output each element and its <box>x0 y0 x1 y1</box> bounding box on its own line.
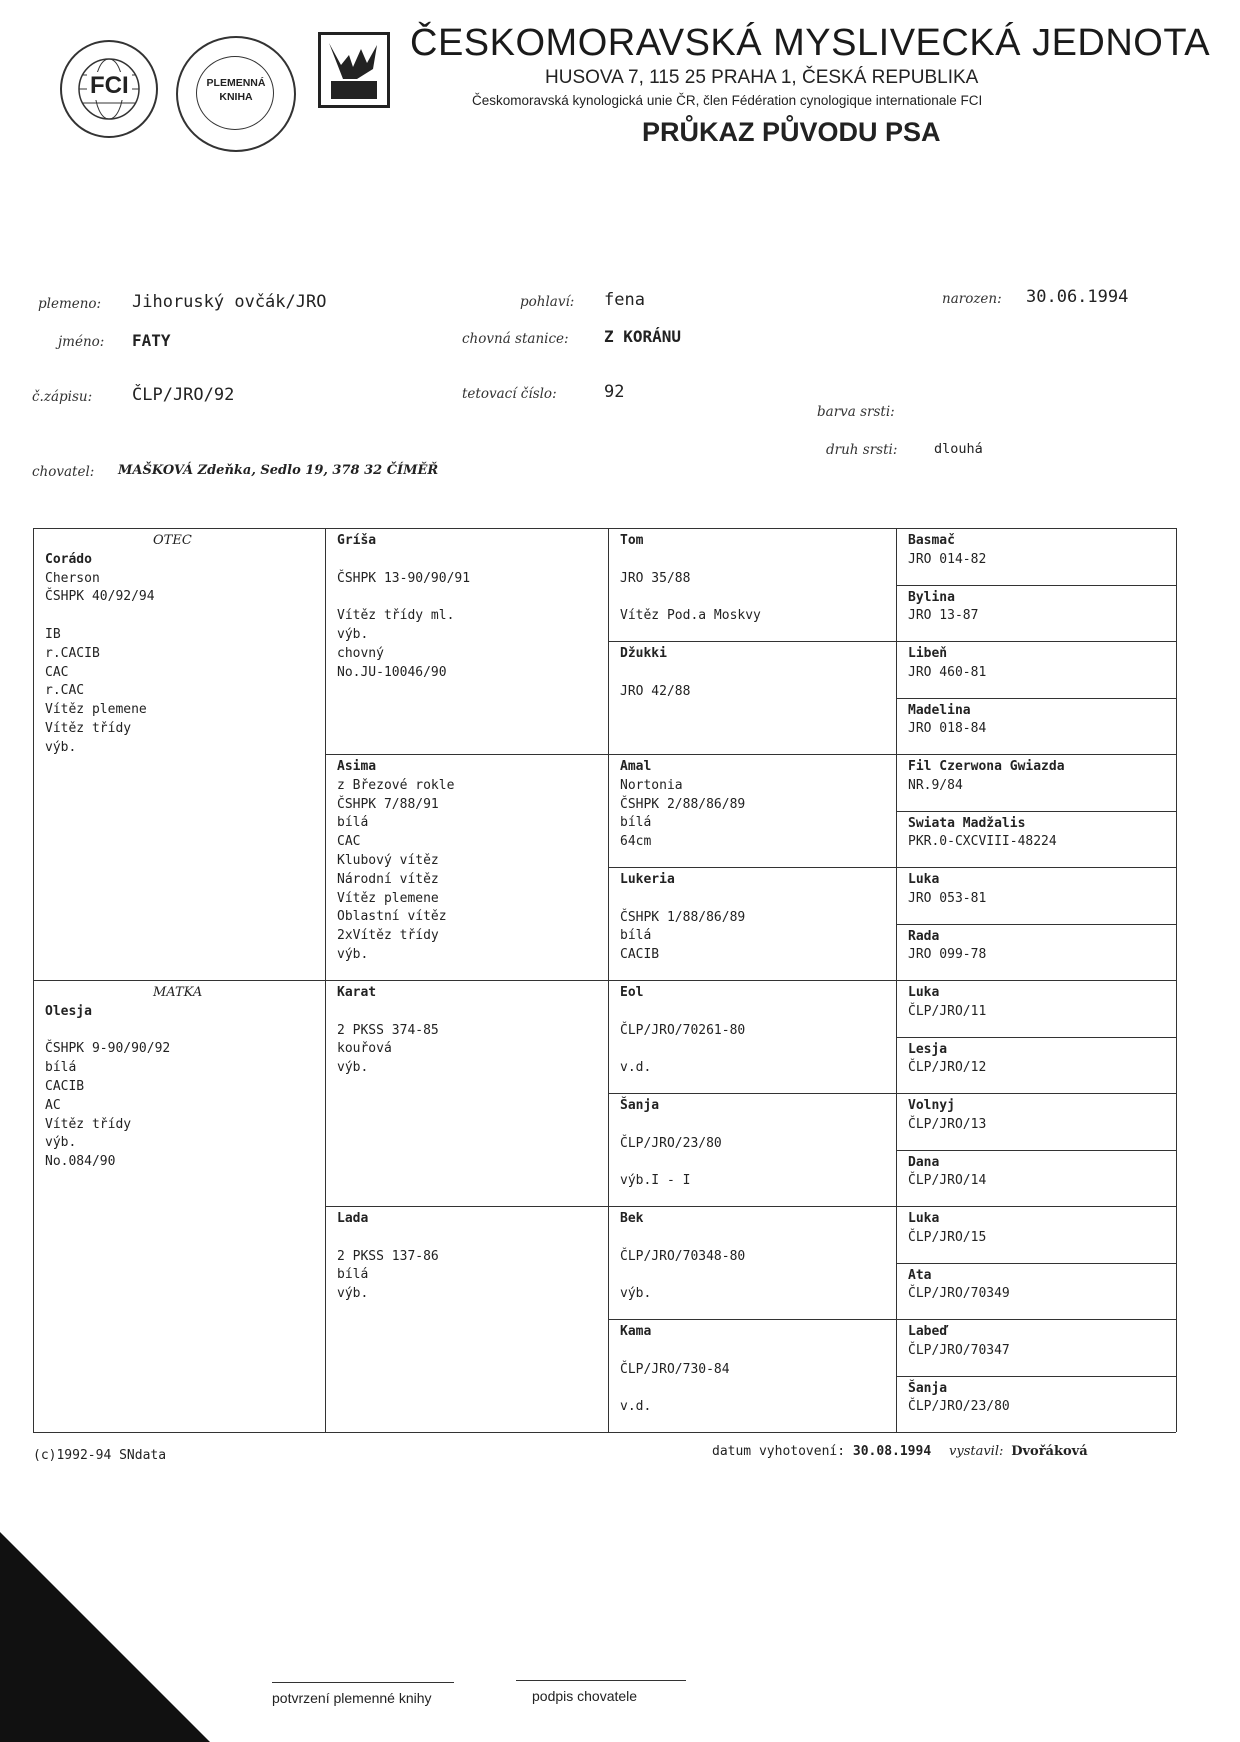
ancestor-detail-line: bílá <box>337 1267 369 1283</box>
ancestor-detail-line: r.CACIB <box>45 645 100 661</box>
row-divider <box>325 980 608 981</box>
parent-heading: MATKA <box>153 985 203 1000</box>
ancestor-name: Bylina <box>908 589 955 605</box>
ancestor-name: Fil Czerwona Gwiazda <box>908 759 1065 774</box>
ancestor-detail-line: JRO 42/88 <box>620 683 691 699</box>
ancestor-detail-line: výb. <box>620 1286 652 1302</box>
ancestor-detail-line <box>45 1022 325 1041</box>
ancestor-detail-line: ČSHPK 13-90/90/91 <box>337 570 471 586</box>
ancestor-detail-line: bílá <box>45 1060 77 1076</box>
document-title: PRŮKAZ PŮVODU PSA <box>642 117 941 147</box>
row-divider <box>896 698 1176 699</box>
ancestor-detail-line: ČSHPK 2/88/86/89 <box>620 796 746 812</box>
row-divider <box>608 1093 896 1094</box>
ancestor-name: Tom <box>620 533 644 548</box>
ancestor-detail-line: ČLP/JRO/12 <box>908 1060 987 1076</box>
ancestor-detail-line: PKR.0-CXCVIII-48224 <box>908 834 1057 850</box>
ancestor-detail-line: ČLP/JRO/15 <box>908 1229 987 1245</box>
great-great-grandparent-cell <box>896 867 1176 924</box>
studbook-signature-line <box>272 1682 454 1683</box>
ancestor-detail-line: v.d. <box>620 1399 652 1415</box>
ancestor-detail-line <box>620 588 896 607</box>
ancestor-name: Swiata Madžalis <box>908 815 1026 831</box>
ancestor-detail-line <box>620 1229 896 1248</box>
row-divider <box>608 980 896 981</box>
sex-value: fena <box>604 290 645 310</box>
ancestor-detail-line <box>337 588 608 607</box>
tattoo-value: 92 <box>604 382 625 402</box>
ancestor-detail-line: CACIB <box>45 1078 85 1094</box>
ancestor-detail-line: výb. <box>45 1135 77 1151</box>
ancestor-detail-line <box>620 890 896 909</box>
great-grandparent-cell <box>608 867 896 980</box>
great-great-grandparent-cell <box>896 1037 1176 1094</box>
ancestor-detail-line: Cherson <box>45 570 100 586</box>
date-label: datum vyhotovení: <box>712 1444 846 1459</box>
stamp-center-text: PLEMENNÁ KNIHA <box>206 77 266 103</box>
ancestor-detail-line: Vítěz třídy <box>45 1116 132 1132</box>
row-divider <box>325 754 608 755</box>
ancestor-detail-line <box>620 1003 896 1022</box>
great-great-grandparent-cell <box>896 1206 1176 1263</box>
fci-logo-text: FCI <box>87 72 132 100</box>
ancestor-detail-line: r.CAC <box>45 683 85 699</box>
ancestor-name: Corádo <box>45 551 92 567</box>
great-great-grandparent-cell <box>896 811 1176 868</box>
row-divider <box>896 1319 1176 1320</box>
ancestor-detail-line: JRO 014-82 <box>908 551 987 567</box>
ancestor-detail-line: ČLP/JRO/70347 <box>908 1342 1010 1358</box>
row-divider <box>33 980 325 981</box>
row-divider <box>896 1206 1176 1207</box>
color-label: barva srsti: <box>817 404 895 420</box>
row-divider <box>896 1376 1176 1377</box>
ancestor-detail-line: bílá <box>620 928 652 944</box>
ancestor-detail-line: CACIB <box>620 947 660 963</box>
great-grandparent-cell <box>608 980 896 1093</box>
sex-label: pohlaví: <box>520 294 575 310</box>
issue-info <box>712 1444 1088 1459</box>
ancestor-detail-line: ČLP/JRO/23/80 <box>620 1135 722 1151</box>
ancestor-detail-line: výb. <box>337 1286 369 1302</box>
row-divider <box>896 924 1176 925</box>
breed-value: Jihoruský ovčák/JRO <box>132 292 327 312</box>
breed-label: plemeno: <box>38 296 102 312</box>
ancestor-name: Šanja <box>620 1098 660 1113</box>
ancestor-detail-line: ČSHPK 1/88/86/89 <box>620 909 746 925</box>
reg-value: ČLP/JRO/92 <box>132 385 235 405</box>
row-divider <box>608 1206 896 1207</box>
ancestor-name: Luka <box>908 872 940 887</box>
great-great-grandparent-cell <box>896 754 1176 811</box>
ancestor-name: Basmač <box>908 533 955 548</box>
ancestor-detail-line: JRO 13-87 <box>908 608 979 624</box>
ancestor-detail-line: Klubový vítěz <box>337 852 439 868</box>
ancestor-name: Olesja <box>45 1003 92 1019</box>
studbook-signature-label: potvrzení plemenné knihy <box>272 1690 432 1706</box>
ancestor-name: Luka <box>908 985 940 1000</box>
owner-signature-label: podpis chovatele <box>532 1688 638 1704</box>
mother-cell <box>33 980 325 1432</box>
ancestor-name: Libeň <box>908 646 948 661</box>
parent-heading: OTEC <box>153 533 192 548</box>
ancestor-detail-line <box>620 1116 896 1135</box>
ancestor-name: Kama <box>620 1324 652 1339</box>
ancestor-name: Lada <box>337 1211 369 1226</box>
column-divider <box>1176 528 1177 1432</box>
ancestor-detail-line: AC <box>45 1097 61 1113</box>
great-great-grandparent-cell <box>896 1150 1176 1207</box>
great-grandparent-cell <box>608 641 896 754</box>
grandparent-cell <box>325 754 608 980</box>
ancestor-detail-line: Vítěz třídy ml. <box>337 608 455 624</box>
born-value: 30.06.1994 <box>1026 287 1129 307</box>
tattoo-label: tetovací číslo: <box>462 386 557 402</box>
row-divider <box>896 1150 1176 1151</box>
ancestor-detail-line: JRO 018-84 <box>908 721 987 737</box>
ancestor-detail-line: JRO 460-81 <box>908 664 987 680</box>
ancestor-detail-line <box>620 1379 896 1398</box>
great-great-grandparent-cell <box>896 641 1176 698</box>
row-divider <box>896 641 1176 642</box>
row-divider <box>896 585 1176 586</box>
ancestor-detail-line: chovný <box>337 645 384 661</box>
ancestor-detail-line: Vítěz plemene <box>45 702 147 718</box>
ancestor-name: Šanja <box>908 1380 948 1396</box>
studbook-stamp <box>176 36 296 152</box>
ancestor-detail-line: No.JU-10046/90 <box>337 664 447 680</box>
great-grandparent-cell <box>608 1206 896 1319</box>
ancestor-name: Amal <box>620 759 652 774</box>
copyright: (c)1992-94 SNdata <box>33 1448 167 1463</box>
ancestor-detail-line: Vítěz Pod.a Moskvy <box>620 608 761 624</box>
ancestor-detail-line <box>620 1342 896 1361</box>
great-great-grandparent-cell <box>896 924 1176 981</box>
great-great-grandparent-cell <box>896 1376 1176 1433</box>
ancestor-detail-line: výb. <box>337 626 369 642</box>
ancestor-detail-line: ČLP/JRO/11 <box>908 1003 987 1019</box>
column-divider <box>33 528 34 1432</box>
ancestor-detail-line: ČSHPK 40/92/94 <box>45 589 155 605</box>
ancestor-detail-line: ČLP/JRO/70348-80 <box>620 1248 746 1264</box>
kennel-label: chovná stanice: <box>462 331 569 347</box>
ancestor-detail-line <box>620 664 896 683</box>
ancestor-detail-line: výb.I - I <box>620 1173 691 1189</box>
ancestor-name: Gríša <box>337 533 377 548</box>
issued-label: vystavil: <box>949 1444 1004 1459</box>
great-great-grandparent-cell <box>896 1093 1176 1150</box>
ancestor-detail-line <box>45 607 325 626</box>
row-divider <box>896 754 1176 755</box>
ancestor-detail-line <box>620 1153 896 1172</box>
row-divider <box>608 641 896 642</box>
born-label: narozen: <box>942 291 1002 307</box>
ancestor-detail-line: Nortonia <box>620 777 683 793</box>
row-divider <box>608 1319 896 1320</box>
grandparent-cell <box>325 528 608 754</box>
ancestor-name: Džukki <box>620 646 667 661</box>
column-divider <box>325 528 326 1432</box>
ancestor-detail-line: výb. <box>45 739 77 755</box>
great-grandparent-cell <box>608 1093 896 1206</box>
ancestor-name: Volnyj <box>908 1098 955 1113</box>
row-divider <box>896 1037 1176 1038</box>
ancestor-detail-line <box>337 1229 608 1248</box>
ancestor-detail-line: v.d. <box>620 1060 652 1076</box>
ancestor-detail-line: ČSHPK 7/88/91 <box>337 796 439 812</box>
ancestor-detail-line: 2 PKSS 374-85 <box>337 1022 439 1038</box>
ancestor-detail-line: bílá <box>620 815 652 831</box>
great-great-grandparent-cell <box>896 585 1176 642</box>
ancestor-name: Labeď <box>908 1324 948 1339</box>
ancestor-detail-line: ČSHPK 9-90/90/92 <box>45 1041 171 1057</box>
row-divider <box>608 867 896 868</box>
kennel-value: Z KORÁNU <box>604 327 682 346</box>
ancestor-detail-line <box>620 551 896 570</box>
ancestor-name: Asima <box>337 759 377 774</box>
ancestor-detail-line: Vítěz třídy <box>45 720 132 736</box>
name-value: FATY <box>132 331 171 350</box>
great-great-grandparent-cell <box>896 528 1176 585</box>
ancestor-detail-line: 2 PKSS 137-86 <box>337 1248 439 1264</box>
ancestor-detail-line: CAC <box>337 834 361 850</box>
great-grandparent-cell <box>608 528 896 641</box>
member-line: Českomoravská kynologická unie ČR, člen Fédération cynologique internationale FCI <box>472 93 983 108</box>
ancestor-detail-line: ČLP/JRO/23/80 <box>908 1399 1010 1415</box>
ancestor-detail-line: Oblastní vítěz <box>337 909 447 925</box>
corner-triangle <box>0 1532 210 1742</box>
breeder-label: chovatel: <box>32 464 95 480</box>
row-divider <box>896 1263 1176 1264</box>
great-great-grandparent-cell <box>896 1319 1176 1376</box>
grandparent-cell <box>325 980 608 1206</box>
great-grandparent-cell <box>608 1319 896 1432</box>
row-divider <box>896 1093 1176 1094</box>
owner-signature-line <box>516 1680 686 1681</box>
issued-by: Dvořáková <box>1011 1444 1088 1459</box>
ancestor-detail-line: výb. <box>337 946 369 962</box>
ancestor-detail-line: 64cm <box>620 834 652 850</box>
ancestor-name: Ata <box>908 1267 932 1283</box>
great-great-grandparent-cell <box>896 698 1176 755</box>
coat-label: druh srsti: <box>826 442 898 458</box>
ancestor-detail-line: JRO 053-81 <box>908 890 987 906</box>
ancestor-name: Bek <box>620 1211 644 1226</box>
name-label: jméno: <box>58 334 105 350</box>
ancestor-detail-line: kouřová <box>337 1041 392 1057</box>
father-cell <box>33 528 325 980</box>
org-emblem <box>318 32 390 108</box>
ancestor-detail-line: JRO 35/88 <box>620 570 691 586</box>
great-great-grandparent-cell <box>896 980 1176 1037</box>
ancestor-detail-line <box>337 1003 608 1022</box>
great-grandparent-cell <box>608 754 896 867</box>
ancestor-detail-line: z Březové rokle <box>337 777 455 793</box>
ancestor-name: Luka <box>908 1211 940 1226</box>
date-value: 30.08.1994 <box>852 1444 932 1459</box>
table-top-border <box>33 528 1176 529</box>
ancestor-detail-line: NR.9/84 <box>908 777 963 793</box>
row-divider <box>896 867 1176 868</box>
coat-value: dlouhá <box>934 441 983 457</box>
ancestor-detail-line: bílá <box>337 815 369 831</box>
ancestor-name: Lukeria <box>620 872 675 887</box>
ancestor-detail-line: No.084/90 <box>45 1154 116 1170</box>
ancestor-detail-line: ČLP/JRO/70349 <box>908 1286 1010 1302</box>
ancestor-detail-line: Vítěz plemene <box>337 890 439 906</box>
ancestor-detail-line: CAC <box>45 664 69 680</box>
ancestor-detail-line: ČLP/JRO/13 <box>908 1116 987 1132</box>
row-divider <box>608 754 896 755</box>
breeder-value: MAŠKOVÁ Zdeňka, Sedlo 19, 378 32 ČÍMĚŘ <box>118 463 439 478</box>
row-divider <box>896 980 1176 981</box>
ancestor-detail-line: ČLP/JRO/14 <box>908 1173 987 1189</box>
org-name: ČESKOMORAVSKÁ MYSLIVECKÁ JEDNOTA <box>410 22 1211 64</box>
ancestor-detail-line: JRO 099-78 <box>908 947 987 963</box>
column-divider <box>896 528 897 1432</box>
ancestor-detail-line <box>337 551 608 570</box>
ancestor-detail-line: 2xVítěz třídy <box>337 928 439 944</box>
ancestor-detail-line: Národní vítěz <box>337 871 439 887</box>
column-divider <box>608 528 609 1432</box>
ancestor-name: Madelina <box>908 702 971 718</box>
ancestor-detail-line <box>620 1266 896 1285</box>
row-divider <box>896 811 1176 812</box>
org-address: HUSOVA 7, 115 25 PRAHA 1, ČESKÁ REPUBLIKA <box>545 67 979 88</box>
ancestor-detail-line: ČLP/JRO/730-84 <box>620 1361 730 1377</box>
reg-label: č.zápisu: <box>32 389 93 405</box>
ancestor-name: Karat <box>337 985 377 1000</box>
ancestor-name: Rada <box>908 928 940 944</box>
ancestor-detail-line: ČLP/JRO/70261-80 <box>620 1022 746 1038</box>
ancestor-name: Eol <box>620 985 644 1000</box>
row-divider <box>325 1206 608 1207</box>
ancestor-name: Lesja <box>908 1041 948 1057</box>
ancestor-name: Dana <box>908 1154 940 1170</box>
ancestor-detail-line: výb. <box>337 1060 369 1076</box>
ancestor-detail-line <box>620 1040 896 1059</box>
ancestor-detail-line: IB <box>45 626 61 642</box>
great-great-grandparent-cell <box>896 1263 1176 1320</box>
grandparent-cell <box>325 1206 608 1432</box>
table-bottom-border <box>33 1432 1176 1433</box>
